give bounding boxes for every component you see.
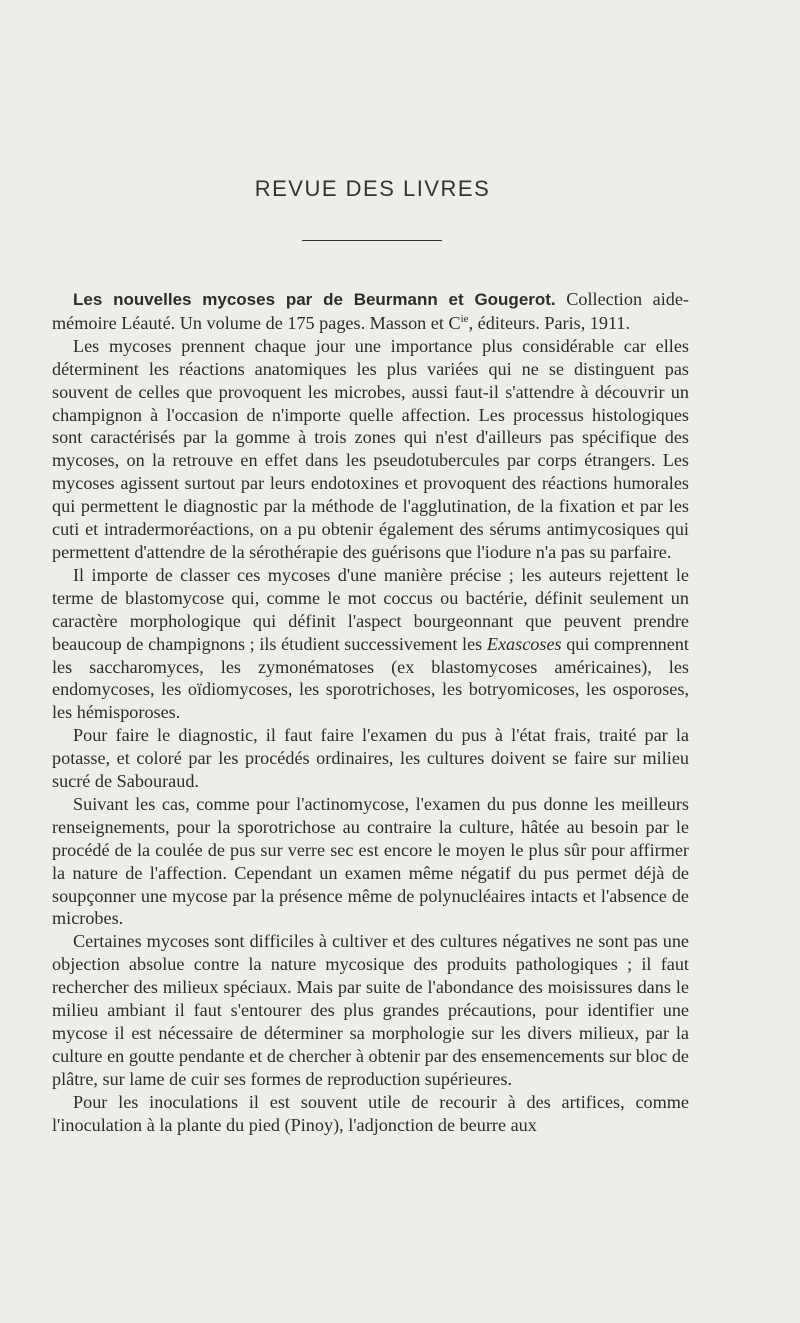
citation-superscript: ie — [460, 312, 469, 325]
section-heading: REVUE DES LIVRES — [254, 176, 491, 201]
paragraph-3: Pour faire le diagnostic, il faut faire l'examen du pus à l'état frais, traité par la potasse, et coloré par les procédés ordinaires, les cultures doivent se faire sur milieu sucré de Sabouraud. — [52, 725, 689, 792]
paragraph-6: Pour les inoculations il est souvent utile de recourir à des artifices, comme l'inoculation à la plante du pied (Pinoy), l'adjonction de beurre aux — [52, 1091, 689, 1135]
citation-text-end: , éditeurs. Paris, 1911. — [468, 312, 631, 333]
paragraph-4: Suivant les cas, comme pour l'actinomycose, l'examen du pus donne les meilleurs renseignements, pour la sporotrichose au contraire la culture, hâtée au besoin par le procédé de la coulée de pus sur verre sec est encore le moyen le plus sûr pour affirmer la nature de l'affection. Cependant un examen même négatif du pus permet déjà de soupçonner une mycose par la présence même de polynucléaires intacts et l'absence de microbes. — [52, 793, 689, 929]
paragraph-2-start: Il importe de classer ces mycoses d'une manière précise ; les auteurs rejettent le terme de blastomycose qui, comme le mot coccus ou bactérie, définit seulement un caractère morphologique qui définit l'aspect bourgeonnant que peuvent prendre beaucoup de champignons ; ils étudient successivement les — [52, 564, 689, 654]
paragraph-1: Les mycoses prennent chaque jour une importance plus considérable car elles déterminent les réactions anatomiques les plus variées qui ne se distinguent pas souvent de celles que provoquent les microbes, aussi faut-il s'attendre à découvrir un champignon à l'occasion de n'importe quelle affection. Les processus histologiques sont caractérisés par la gomme à trois zones qui n'est d'ailleurs pas spécifique des mycoses, on la retrouve en effet dans les pseudotubercules par corps étrangers. Les mycoses agissent surtout par leurs endotoxines et provoquent des réactions humorales qui permettent le diagnostic par la méthode de l'agglutination, de la fixation et par les cuti et intradermoréactions, on a pu obtenir également des sérums antimycosiques qui permettent d'attendre de la sérothérapie des guérisons que l'iodure n'a pas su parfaire. — [52, 335, 689, 562]
paragraph-5: Certaines mycoses sont difficiles à cultiver et des cultures négatives ne sont pas une objection absolue contre la nature mycosique des produits pathologiques ; il faut rechercher des milieux spéciaux. Mais par suite de l'abondance des moisissures dans le milieu ambiant il faut s'entourer des plus grandes précautions, pour identifier une mycose il est nécessaire de déterminer sa morphologie sur les divers milieux, par la culture en goutte pendante et de chercher à obtenir par des ensemencements sur bloc de plâtre, sur lame de cuir ses formes de reproduction supérieures. — [52, 931, 689, 1089]
book-title: Les nouvelles mycoses par de Beurmann et Gougerot. — [73, 290, 556, 309]
article-body — [52, 288, 689, 1137]
heading-rule — [302, 240, 442, 241]
paragraph-2-italic: Exascoses — [486, 633, 562, 654]
citation-text: Collection aide-mémoire Léauté. Un volume de 175 pages. Masson et C — [52, 289, 689, 333]
paragraph-2-end: qui comprennent les saccharomyces, les zymonématoses (ex blastomycoses américaines), les endomycoses, les oïdiomycoses, les sporotrichoses, les botryomicoses, les osporoses, les hémisporoses. — [52, 633, 689, 723]
paragraph-2 — [52, 564, 689, 724]
review-citation — [52, 288, 689, 335]
